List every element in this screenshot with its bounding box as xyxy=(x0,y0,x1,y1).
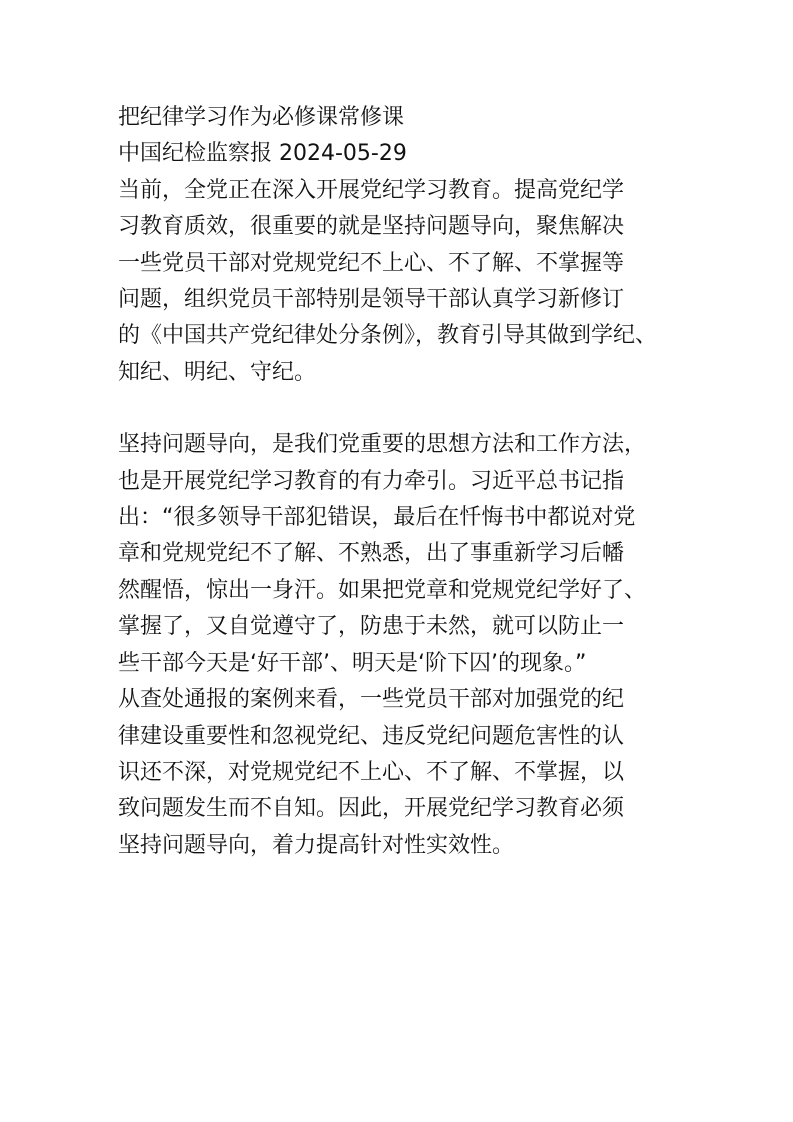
paragraph-line: 识还不深，对党规党纪不上心、不了解、不掌握，以 xyxy=(118,759,625,785)
paragraph-line: 致问题发生而不自知。因此，开展党纪学习教育必须 xyxy=(118,796,625,822)
paragraph-line: 些干部今天是‘好干部’、明天是‘阶下囚’的现象。” xyxy=(118,650,587,676)
document-source: 中国纪检监察报 2024-05-29 xyxy=(118,141,407,167)
paragraph-line: 章和党规党纪不了解、不熟悉，出了事重新学习后幡 xyxy=(118,541,625,567)
paragraph-line: 坚持问题导向，着力提高针对性实效性。 xyxy=(118,832,515,858)
paragraph-line: 掌握了，又自觉遵守了，防患于未然，就可以防止一 xyxy=(118,614,625,640)
paragraph-line: 坚持问题导向，是我们党重要的思想方法和工作方法， xyxy=(118,432,647,458)
paragraph-2 xyxy=(118,427,688,864)
paragraph-1 xyxy=(118,173,688,391)
paragraph-line: 知纪、明纪、守纪。 xyxy=(118,359,317,385)
paragraph-line: 也是开展党纪学习教育的有力牵引。习近平总书记指 xyxy=(118,468,625,494)
document-page xyxy=(118,100,688,864)
paragraph-line: 然醒悟，惊出一身汗。如果把党章和党规党纪学好了、 xyxy=(118,577,647,603)
paragraph-line: 律建设重要性和忽视党纪、违反党纪问题危害性的认 xyxy=(118,723,625,749)
paragraph-line: 出：“很多领导干部犯错误，最后在忏悔书中都说对党 xyxy=(118,505,636,531)
paragraph-line: 习教育质效，很重要的就是坚持问题导向，聚焦解决 xyxy=(118,214,625,240)
paragraph-line: 从查处通报的案例来看，一些党员干部对加强党的纪 xyxy=(118,687,625,713)
paragraph-line: 问题，组织党员干部特别是领导干部认真学习新修订 xyxy=(118,287,625,313)
paragraph-line: 当前，全党正在深入开展党纪学习教育。提高党纪学 xyxy=(118,177,625,203)
paragraph-spacer xyxy=(118,391,688,427)
paragraph-line: 的《中国共产党纪律处分条例》，教育引导其做到学纪、 xyxy=(118,323,658,349)
paragraph-line: 一些党员干部对党规党纪不上心、不了解、不掌握等 xyxy=(118,250,625,276)
document-title: 把纪律学习作为必修课常修课 xyxy=(118,105,405,130)
